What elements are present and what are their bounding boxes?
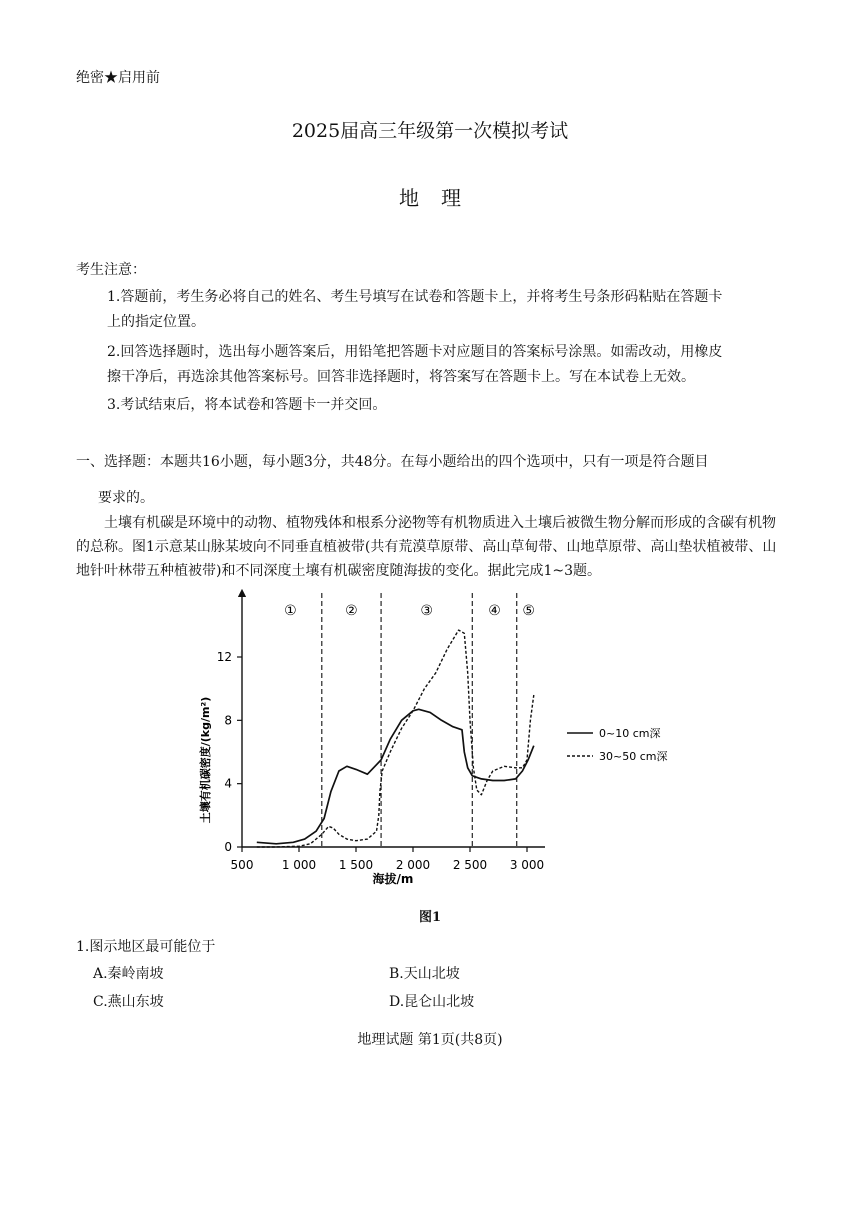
zone-label-1: ① [284, 603, 297, 619]
notice-item-3: 3.考试结束后，将本试卷和答题卡一并交回。 [107, 397, 387, 413]
notice-item-2: 2.回答选择题时，选出每小题答案后，用铅笔把答题卡对应题目的答案标号涂黑。如需改动，用橡皮 [107, 344, 723, 360]
y-tick-label-0: 0 [224, 840, 232, 854]
series-line-0-10cm [257, 709, 534, 844]
soil-carbon-chart [195, 585, 675, 895]
subject-title: 地理 [399, 186, 483, 210]
question-1-stem: 1.图示地区最可能位于 [76, 939, 216, 955]
page-footer: 地理试题 第1页(共8页) [357, 1032, 503, 1048]
confidential-mark: 绝密★启用前 [76, 70, 160, 86]
y-axis-label: 土壤有机碳密度/(kg/m²) [199, 696, 212, 824]
section-heading [76, 444, 786, 516]
zone-label-2: ② [345, 603, 358, 619]
section-line-1: 一、选择题：本题共16小题，每小题3分，共48分。在每小题给出的四个选项中，只有一项是符合题目 [76, 454, 709, 470]
option-c: C.燕山东坡 [93, 994, 164, 1010]
y-tick-label-1: 4 [224, 776, 232, 791]
exam-title: 2025届高三年级第一次模拟考试 [291, 120, 569, 142]
legend-label-0-10cm: 0~10 cm深 [599, 727, 661, 740]
notice-item-1-cont: 上的指定位置。 [107, 314, 205, 330]
legend-label-30-50cm: 30~50 cm深 [599, 750, 668, 763]
x-tick-label-2: 1 500 [338, 858, 374, 872]
notice-item-1: 1.答题前，考生务必将自己的姓名、考生号填写在试卷和答题卡上，并将考生号条形码粘贴在答题卡 [107, 289, 723, 305]
notice-item-2-cont: 擦干净后，再选涂其他答案标号。回答非选择题时，将答案写在答题卡上。写在本试卷上无效。 [107, 369, 695, 385]
x-tick-label-1: 1 000 [281, 858, 317, 872]
x-tick-label-4: 2 500 [452, 858, 488, 872]
x-tick-label-5: 3 000 [509, 858, 545, 872]
option-b: B.天山北坡 [389, 966, 460, 982]
legend [567, 727, 667, 763]
passage: 土壤有机碳是环境中的动物、植物残体和根系分泌物等有机物质进入土壤后被微生物分解而形成的含碳有机物的总称。图1示意某山脉某坡向不同垂直植被带(共有荒漠草原带、高山草甸带、山地草原带、高山垫状植被带、山地针叶林带五种植被带)和不同深度土壤有机碳密度随海拔的变化。据此完成1~3题。 [76, 515, 777, 579]
zone-label-3: ③ [420, 603, 433, 619]
y-tick-label-3: 12 [216, 650, 232, 664]
x-tick-label-0: 500 [230, 858, 254, 872]
figure-caption: 图1 [418, 910, 442, 925]
y-tick-label-2: 8 [224, 713, 232, 728]
option-d: D.昆仑山北坡 [389, 994, 475, 1010]
x-axis-label: 海拔/m [372, 872, 414, 886]
zone-label-4: ④ [488, 603, 501, 619]
series-line-30-50cm [257, 630, 534, 847]
zone-label-5: ⑤ [522, 603, 535, 619]
x-tick-label-3: 2 000 [395, 858, 431, 872]
option-a: A.秦岭南坡 [93, 966, 164, 982]
section-line-2: 要求的。 [98, 490, 154, 506]
notice-heading: 考生注意： [76, 262, 146, 278]
